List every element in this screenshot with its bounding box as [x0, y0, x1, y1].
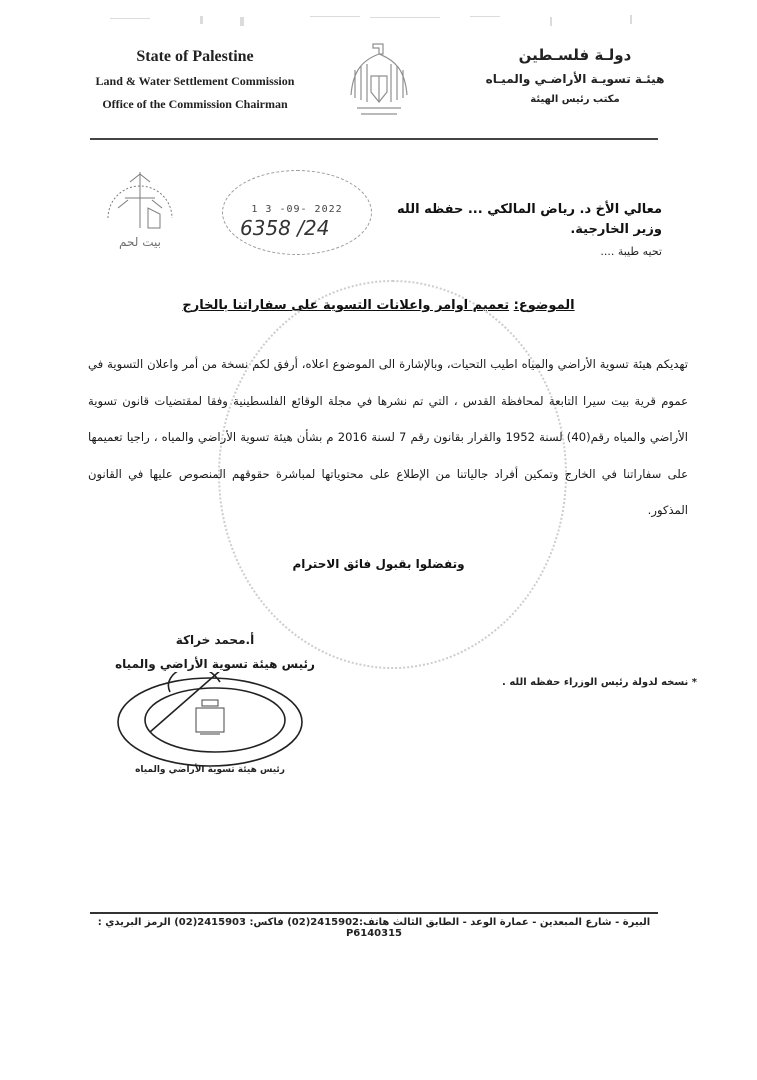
- english-letterhead: [90, 48, 300, 112]
- carbon-copy-note: * نسخه لدولة رئيس الوزراء حفظه الله .: [502, 677, 697, 688]
- addressee: [362, 200, 662, 240]
- signatory-title: رئيس هيئة تسوية الأراضي والمياه: [115, 657, 315, 671]
- footer-divider: [90, 912, 658, 914]
- header-divider: [90, 138, 658, 140]
- bethlehem-logo-icon: [100, 158, 180, 253]
- received-date-stamp: [222, 170, 372, 255]
- addressee-name: معالي الأخ د. رياض المالكي ... حفظه الله: [397, 202, 662, 217]
- eagle-emblem-icon: [343, 40, 415, 125]
- signature-stamp-icon: [110, 672, 310, 782]
- stamp-date: 1 3 -09- 2022: [251, 204, 343, 215]
- stamp-reference-number: 6358 /24: [240, 216, 330, 240]
- subject-label: الموضوع:: [513, 298, 575, 313]
- letter-body: تهديكم هيئة تسوية الأراضي والمياه اطيب التحيات، وبالإشارة الى الموضوع اعلاه، أرفق لكم نسخة من أمر واعلان التسوية في عموم قرية بيت سيرا التابعة لمحافظة القدس ، التي تم نشرها في مجلة الوقائع الفلسطينية وفقا لمقتضيات قانون تسوية الأراضي والمياه رقم(40) لسنة 1952 والقرار بقانون رقم 7 لسنة 2016 م بشأن هيئة تسوية الأراضي والمياه ، راجيا تعميمها على سفاراتنا في الخارج وتمكين أفراد جالياتنا من الإطلاع على محتوياتها لمباشرة حقوقهم المنصوص عليها في القانون المذكور.: [88, 357, 688, 517]
- office-name-en: Office of the Commission Chairman: [102, 97, 288, 111]
- signatory-name: أ.محمد خراكة: [175, 633, 255, 647]
- closing-line: وتفضلوا بقبول فائق الاحترام: [292, 557, 465, 571]
- state-name-en: State of Palestine: [136, 48, 254, 65]
- state-name-ar: دولـة فلسـطين: [518, 46, 632, 64]
- arabic-letterhead: [470, 46, 680, 105]
- scan-noise: [70, 10, 690, 32]
- commission-name-ar: هيئـة تسويـة الأراضـي والميـاه: [485, 72, 665, 86]
- footer-address: البيرة - شارع المبعدين - عمارة الوعد - الطابق الثالث هاتف:2415902(02) فاكس: 2415903(02) الرمز البريدي : P6140315: [97, 917, 651, 939]
- subject-line: [0, 298, 757, 313]
- office-name-ar: مكتب رئيس الهيئة: [530, 94, 620, 105]
- logo-label: بيت لحم: [119, 235, 161, 249]
- addressee-title: وزير الخارجية.: [570, 222, 662, 237]
- subject-text: تعميم اوامر واعلانات التسوية على سفاراتنا بالخارج: [182, 298, 510, 313]
- commission-name-en: Land & Water Settlement Commission: [95, 74, 295, 88]
- greeting: تحيه طيبة ....: [600, 245, 662, 258]
- signature-stamp-text: رئيس هيئة تسوية الأراضي والمياه: [135, 765, 285, 775]
